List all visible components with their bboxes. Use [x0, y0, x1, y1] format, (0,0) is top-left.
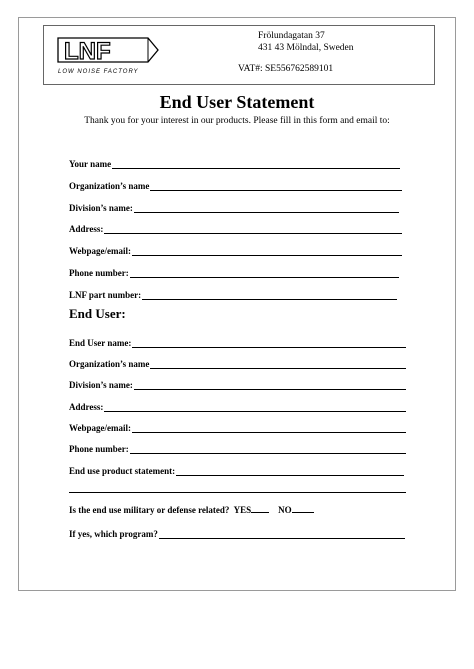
field-end-use-statement[interactable]: [69, 462, 404, 476]
field-end-user-organization[interactable]: [69, 355, 406, 369]
fill-line[interactable]: [134, 379, 406, 390]
page-title: End User Statement: [159, 92, 315, 112]
no-label: NO: [278, 505, 292, 515]
page-subtitle: Thank you for your interest in our products. Please fill in this form and email to:: [84, 116, 390, 126]
fill-line[interactable]: [134, 202, 399, 213]
fill-line[interactable]: [142, 289, 397, 300]
vat-number: VAT#: SE556762589101: [238, 64, 334, 74]
field-label: Phone number:: [69, 444, 129, 454]
field-label: Phone number:: [69, 268, 129, 278]
fill-line[interactable]: [132, 422, 406, 433]
field-label: Organization’s name: [69, 181, 150, 191]
field-end-user-address[interactable]: [69, 398, 406, 412]
yes-blank[interactable]: [251, 503, 269, 513]
military-question-label: Is the end use military or defense related?: [69, 505, 230, 515]
fill-line[interactable]: [112, 158, 400, 169]
fill-line[interactable]: [150, 180, 402, 191]
field-label: Division’s name:: [69, 203, 133, 213]
field-your-name[interactable]: [69, 155, 400, 169]
fill-line[interactable]: [130, 267, 399, 278]
field-organization-name[interactable]: [69, 177, 402, 191]
field-program[interactable]: [69, 525, 405, 539]
field-label: Webpage/email:: [69, 246, 131, 256]
end-use-statement-extra-line[interactable]: [69, 492, 406, 493]
field-label: If yes, which program?: [69, 529, 158, 539]
field-phone-number[interactable]: [69, 264, 399, 278]
field-label: End use product statement:: [69, 466, 176, 476]
field-label: Organization’s name: [69, 359, 150, 369]
fill-line[interactable]: [132, 337, 406, 348]
field-address[interactable]: [69, 220, 402, 234]
letterhead: [43, 25, 435, 85]
field-end-user-webpage-email[interactable]: [69, 419, 406, 433]
address-city: 431 43 Mölndal, Sweden: [258, 43, 354, 53]
field-end-user-phone[interactable]: [69, 440, 406, 454]
field-lnf-part-number[interactable]: [69, 286, 397, 300]
fill-line[interactable]: [159, 528, 405, 539]
fill-line[interactable]: [150, 358, 406, 369]
address-street: Frölundagatan 37: [258, 31, 325, 41]
field-webpage-email[interactable]: [69, 242, 402, 256]
field-label: Your name: [69, 159, 112, 169]
yes-label: YES: [233, 505, 252, 515]
military-question-row: [69, 503, 314, 515]
logo-tagline: LOW NOISE FACTORY: [58, 69, 139, 75]
field-label: Address:: [69, 402, 104, 412]
field-label: Webpage/email:: [69, 423, 131, 433]
logo-lettering: LNF: [64, 38, 111, 65]
end-user-heading: End User:: [69, 306, 126, 321]
no-blank[interactable]: [292, 503, 314, 513]
fill-line[interactable]: [130, 443, 406, 454]
field-end-user-name[interactable]: [69, 334, 406, 348]
field-label: Address:: [69, 224, 104, 234]
fill-line[interactable]: [104, 401, 406, 412]
field-label: Division’s name:: [69, 380, 133, 390]
field-label: LNF part number:: [69, 290, 142, 300]
fill-line[interactable]: [132, 245, 402, 256]
field-end-user-division[interactable]: [69, 376, 406, 390]
fill-line[interactable]: [104, 223, 402, 234]
field-division-name[interactable]: [69, 199, 399, 213]
fill-line[interactable]: [176, 465, 404, 476]
field-label: End User name:: [69, 338, 132, 348]
lnf-logo: [56, 32, 160, 68]
